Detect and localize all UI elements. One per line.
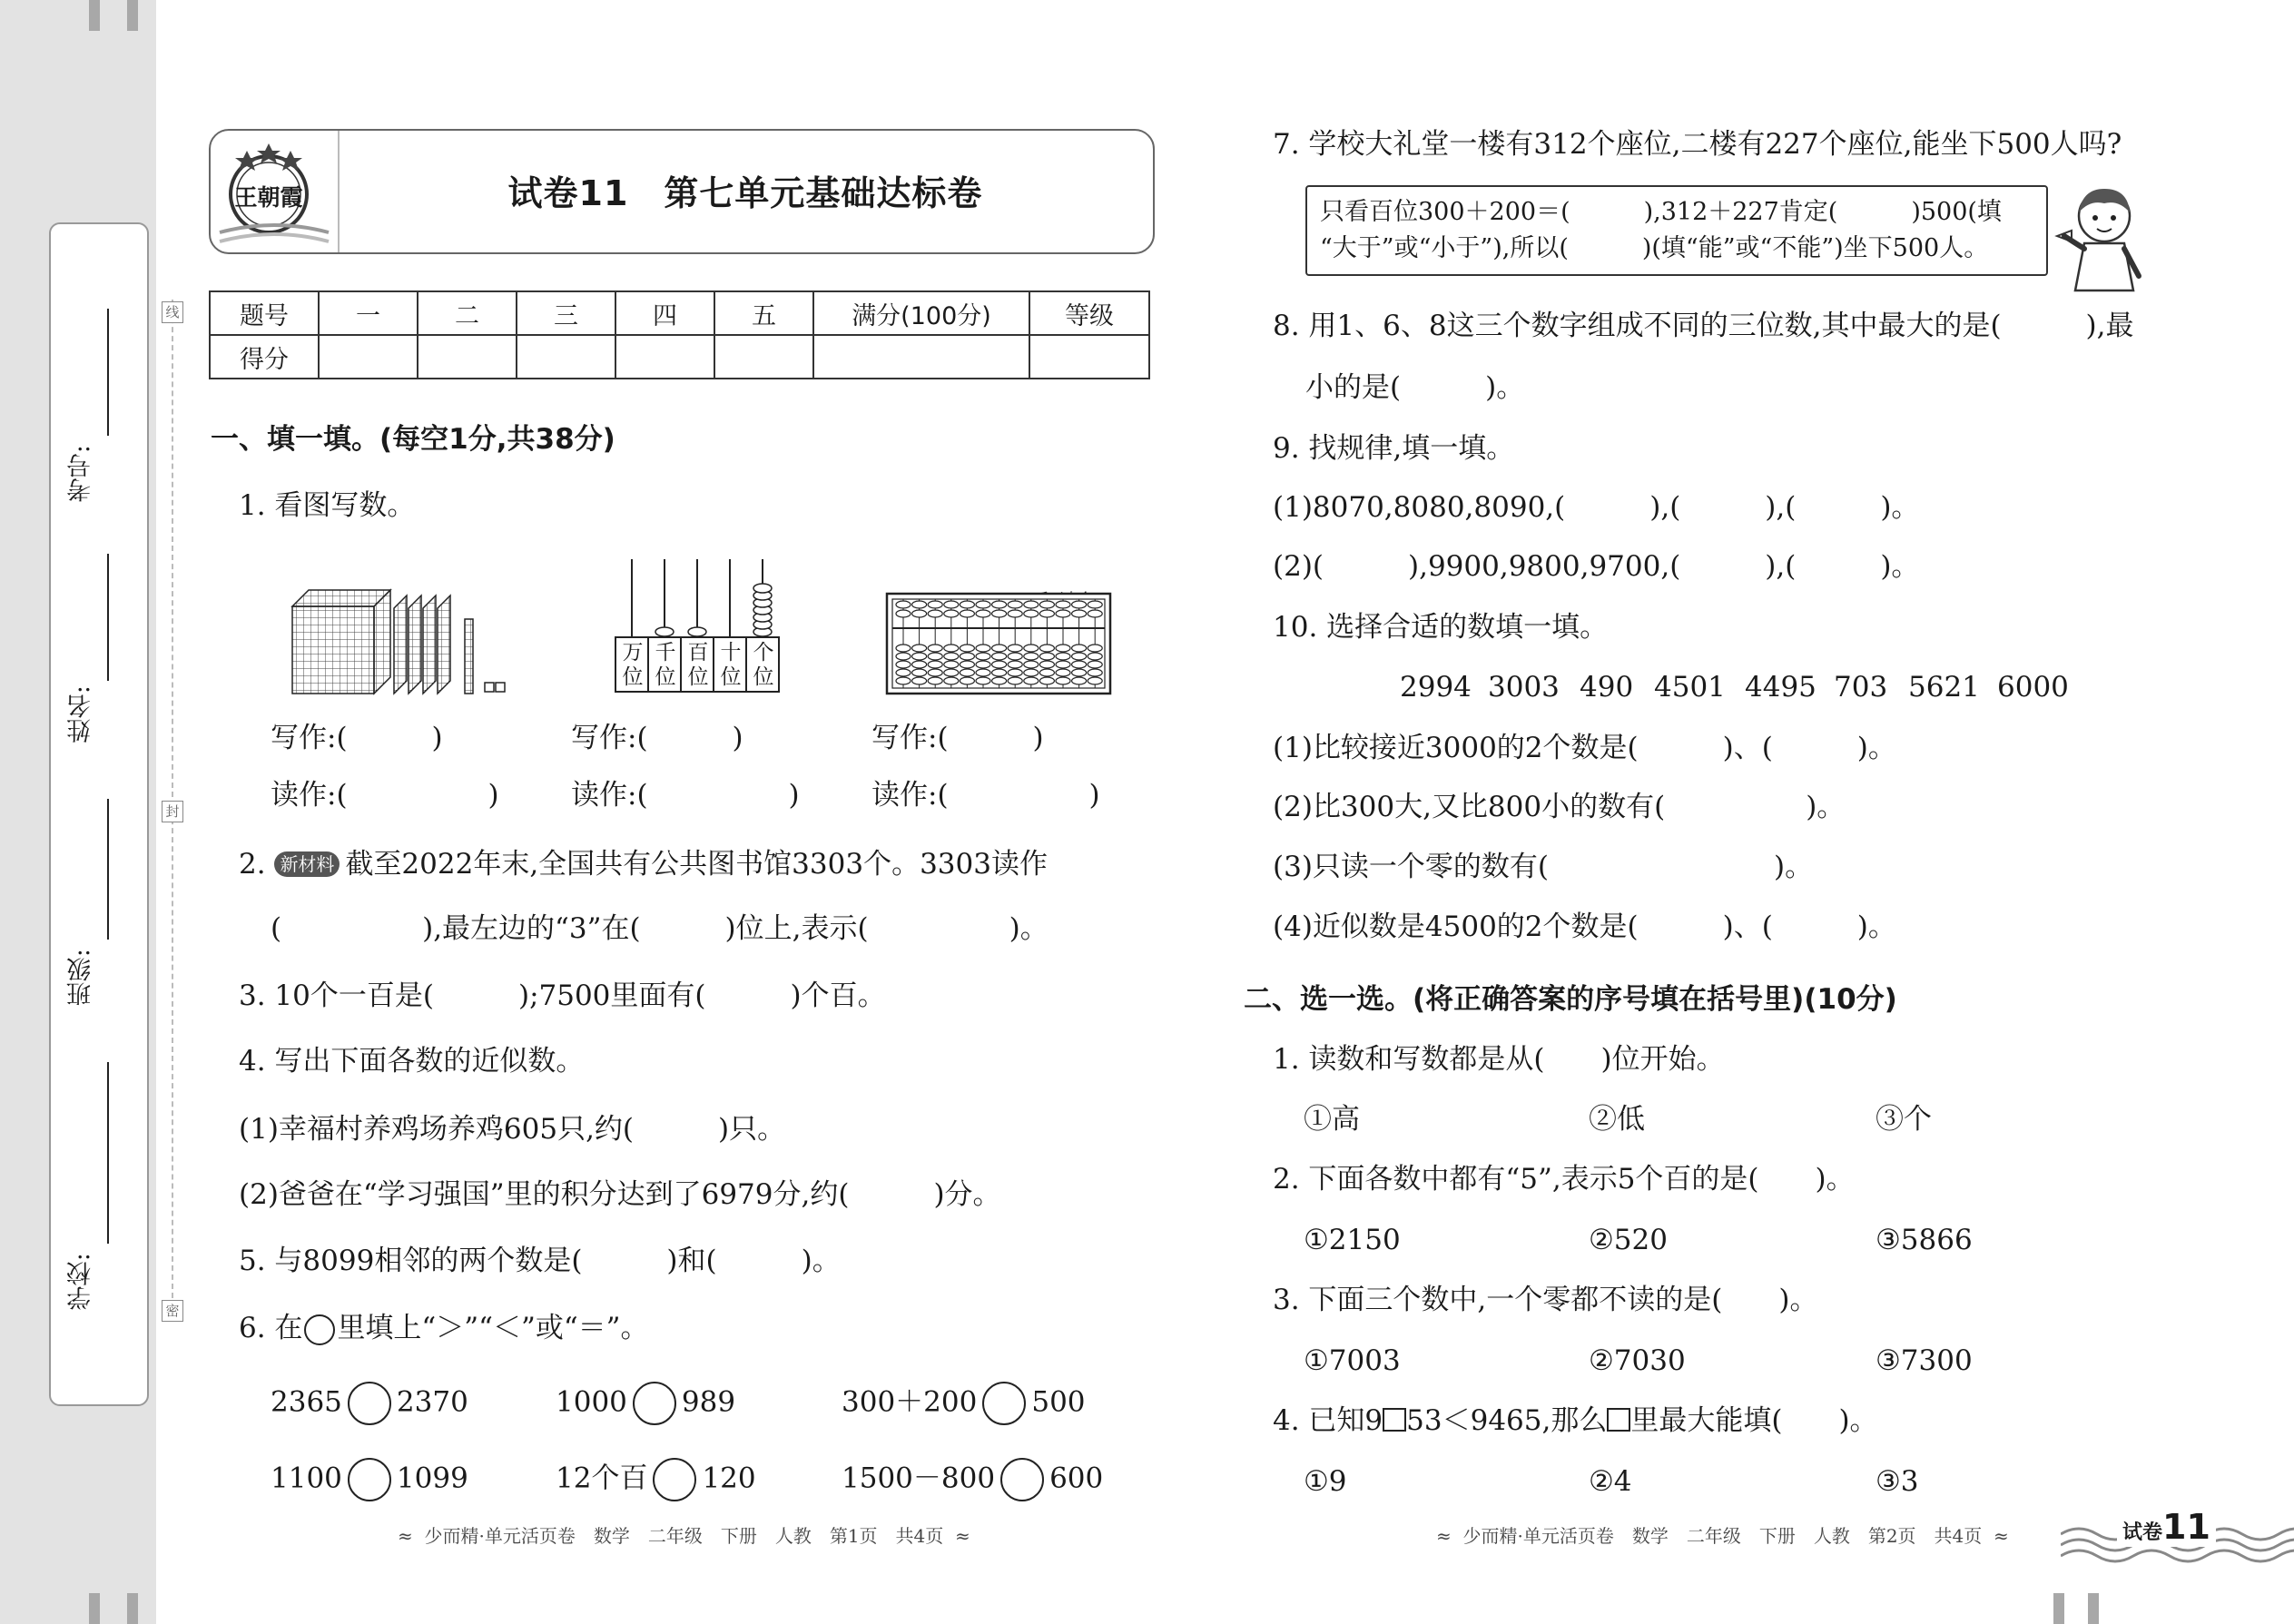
section-heading-choose: 二、选一选。(将正确答案的序号填在括号里)(10分) xyxy=(1244,983,1897,1016)
question-10: 10. 选择合适的数填一填。 xyxy=(1273,611,1609,644)
question-9-1[interactable]: (1)8070,8080,8090,( ),( ),( )。 xyxy=(1273,491,1920,524)
abacus-bead xyxy=(944,610,959,617)
score-table-header-cell: 题号 xyxy=(210,291,319,335)
abacus-bead xyxy=(1008,645,1022,652)
gutter-mark xyxy=(89,1593,100,1624)
question-4-1[interactable]: (1)幸福村养鸡场养鸡605只,约( )只。 xyxy=(239,1113,786,1146)
abacus-bead xyxy=(1056,610,1070,617)
abacus-bead xyxy=(960,645,974,652)
abacus-bead xyxy=(1088,661,1102,668)
abacus-bead xyxy=(992,645,1007,652)
option[interactable]: ②520 xyxy=(1589,1224,1668,1256)
score-table-header-row xyxy=(210,291,1149,335)
option[interactable]: ②低 xyxy=(1589,1103,1645,1136)
gutter-mark xyxy=(89,0,100,31)
abacus-bead xyxy=(1039,653,1054,660)
abacus-bead xyxy=(912,677,927,684)
compare-blank[interactable] xyxy=(348,1382,391,1425)
answer-read-2[interactable]: 读作:( ) xyxy=(571,779,800,812)
abacus-bead xyxy=(1024,677,1039,684)
answer-read-3[interactable]: 读作:( ) xyxy=(871,779,1100,812)
section-heading-fill: 一、填一填。(每空1分,共38分) xyxy=(211,423,615,456)
abacus-bead xyxy=(1072,677,1087,684)
score-cell[interactable] xyxy=(517,335,615,379)
question-2-line1: 截至2022年末,全国共有公共图书馆3303个。3303读作 xyxy=(345,848,1048,881)
question-2 xyxy=(239,847,1048,881)
student-character-illustration xyxy=(2052,176,2151,298)
abacus-bead xyxy=(1024,669,1039,676)
compare-left: 300＋200 xyxy=(842,1385,978,1419)
abacus-bead xyxy=(896,677,911,684)
compare-right: 120 xyxy=(702,1462,756,1495)
question-6-pre: 6. 在 xyxy=(239,1312,303,1344)
abacus-bead xyxy=(976,661,990,668)
score-table-header-cell: 一 xyxy=(319,291,418,335)
option[interactable]: ②4 xyxy=(1589,1465,1632,1498)
compare-item xyxy=(556,1458,756,1501)
label-name: 姓名: xyxy=(67,685,95,743)
abacus-bead xyxy=(1088,645,1102,652)
compare-right: 1099 xyxy=(396,1462,468,1495)
compare-blank[interactable] xyxy=(653,1458,696,1501)
score-cell[interactable] xyxy=(418,335,517,379)
abacus-bead xyxy=(1072,645,1087,652)
question-10-2[interactable]: (2)比300大,又比800小的数有( )。 xyxy=(1273,791,1846,823)
school-field[interactable] xyxy=(107,1062,109,1244)
number-choice: 4495 xyxy=(1745,671,1816,704)
abacus-bead xyxy=(960,677,974,684)
abacus-bead xyxy=(960,661,974,668)
abacus-bead xyxy=(1039,677,1054,684)
class-field[interactable] xyxy=(107,799,109,940)
seal-mark-line: 线 xyxy=(162,301,183,323)
abacus-bead xyxy=(944,601,959,608)
abacus-bead xyxy=(912,661,927,668)
number-choice: 490 xyxy=(1580,671,1634,704)
abacus-bead xyxy=(912,653,927,660)
abacus-bead xyxy=(896,601,911,608)
compare-left: 12个百 xyxy=(556,1462,648,1495)
number-choice: 2994 xyxy=(1400,671,1472,704)
label-class: 班级: xyxy=(67,949,95,1007)
label-school: 学校: xyxy=(67,1253,95,1311)
abacus-bead xyxy=(896,653,911,660)
abacus-bead xyxy=(960,601,974,608)
abacus-bead xyxy=(960,653,974,660)
abacus-bead xyxy=(992,677,1007,684)
option[interactable]: ③个 xyxy=(1876,1103,1932,1136)
score-table-header-cell: 五 xyxy=(714,291,813,335)
score-table-header-cell: 等级 xyxy=(1029,291,1149,335)
option[interactable]: ①7003 xyxy=(1304,1344,1401,1377)
seal-mark-seal: 封 xyxy=(162,801,183,822)
score-row-label: 得分 xyxy=(210,335,319,379)
abacus-bead xyxy=(928,601,942,608)
choice-question-1[interactable]: 1. 读数和写数都是从( )位开始。 xyxy=(1273,1043,1725,1076)
abacus-bead xyxy=(1039,610,1054,617)
abacus-bead xyxy=(1088,669,1102,676)
number-choices xyxy=(1400,670,2081,706)
abacus-bead xyxy=(944,653,959,660)
number-choice: 3003 xyxy=(1488,671,1560,704)
abacus-bead xyxy=(1088,653,1102,660)
hint-box xyxy=(1305,185,2048,276)
compare-item xyxy=(556,1382,735,1425)
choice-question-4[interactable] xyxy=(1273,1403,1878,1438)
abacus-bead xyxy=(1088,601,1102,608)
square-icon xyxy=(1607,1408,1630,1432)
cut-line xyxy=(172,300,173,1298)
abacus-bead xyxy=(1008,677,1022,684)
question-4-2[interactable]: (2)爸爸在“学习强国”里的积分达到了6979分,约( )分。 xyxy=(239,1178,1001,1211)
option[interactable]: ③7300 xyxy=(1876,1344,1973,1377)
abacus-bead xyxy=(928,661,942,668)
score-cell[interactable] xyxy=(319,335,418,379)
question-10-4[interactable]: (4)近似数是4500的2个数是( )、( )。 xyxy=(1273,910,1896,943)
abacus-bead xyxy=(928,610,942,617)
question-10-3[interactable]: (3)只读一个零的数有( )。 xyxy=(1273,851,1814,883)
answer-write-2[interactable]: 写作:( ) xyxy=(571,722,743,754)
abacus-bead xyxy=(944,677,959,684)
abacus-bead xyxy=(912,645,927,652)
abacus-bead xyxy=(1056,645,1070,652)
abacus-bead xyxy=(992,653,1007,660)
abacus-bead xyxy=(1072,653,1087,660)
abacus-label-ten-thousands: 万位 xyxy=(622,641,644,689)
abacus-bead xyxy=(1056,601,1070,608)
score-cell[interactable] xyxy=(615,335,714,379)
compare-left: 2365 xyxy=(271,1385,342,1419)
compare-item xyxy=(842,1458,1103,1501)
abacus-bead xyxy=(944,661,959,668)
place-value-abacus-figure xyxy=(614,556,786,697)
compare-blank[interactable] xyxy=(1000,1458,1044,1501)
abacus-bead xyxy=(1024,601,1039,608)
abacus-bead xyxy=(928,677,942,684)
question-8-line2[interactable]: 小的是( )。 xyxy=(1305,371,1525,404)
abacus-bead xyxy=(928,669,942,676)
abacus-bead xyxy=(1008,661,1022,668)
abacus-bead xyxy=(992,669,1007,676)
abacus-bead xyxy=(896,610,911,617)
compare-left: 1500－800 xyxy=(842,1462,996,1495)
abacus-bead xyxy=(1088,677,1102,684)
abacus-bead xyxy=(1056,661,1070,668)
abacus-bead xyxy=(1024,661,1039,668)
abacus-bead xyxy=(1008,669,1022,676)
compare-item xyxy=(271,1458,468,1501)
question-6 xyxy=(239,1311,649,1345)
square-icon xyxy=(1383,1408,1406,1432)
option[interactable]: ③3 xyxy=(1876,1465,1919,1498)
choice-question-4-b: 53＜9465,那么 xyxy=(1406,1404,1608,1437)
gutter-mark xyxy=(2053,1593,2064,1624)
score-cell[interactable] xyxy=(813,335,1029,379)
abacus-bead xyxy=(976,653,990,660)
circle-icon xyxy=(304,1314,335,1345)
paper-tag xyxy=(2117,1507,2216,1547)
question-9-2[interactable]: (2)( ),9900,9800,9700,( ),( )。 xyxy=(1273,550,1920,583)
paper-tag-label: 试卷 xyxy=(2122,1521,2163,1544)
abacus-bead xyxy=(1039,601,1054,608)
abacus-bead xyxy=(1072,610,1087,617)
abacus-bead xyxy=(1056,669,1070,676)
answer-read-1[interactable]: 读作:( ) xyxy=(271,779,499,812)
gutter-mark xyxy=(127,1593,138,1624)
compare-blank[interactable] xyxy=(348,1458,391,1501)
abacus-bead xyxy=(944,669,959,676)
question-2-number: 2. xyxy=(239,848,266,881)
question-10-1[interactable]: (1)比较接近3000的2个数是( )、( )。 xyxy=(1273,732,1896,764)
abacus-bead xyxy=(1056,677,1070,684)
number-choice: 6000 xyxy=(1997,671,2069,704)
question-2-line2[interactable]: ( ),最左边的“3”在( )位上,表示( )。 xyxy=(271,912,1049,945)
logo xyxy=(211,131,340,252)
option[interactable]: ①高 xyxy=(1304,1103,1360,1136)
bead-abacus-figure xyxy=(885,592,1112,699)
abacus-bead xyxy=(960,610,974,617)
question-1: 1. 看图写数。 xyxy=(239,489,416,522)
abacus-bead xyxy=(1039,661,1054,668)
score-cell[interactable] xyxy=(1029,335,1149,379)
abacus-label-hundreds: 百位 xyxy=(687,641,709,689)
abacus-bead xyxy=(976,610,990,617)
compare-right: 500 xyxy=(1031,1385,1086,1419)
compare-blank[interactable] xyxy=(982,1382,1026,1425)
number-choice: 4501 xyxy=(1654,671,1726,704)
number-choice: 703 xyxy=(1834,671,1888,704)
abacus-bead xyxy=(992,601,1007,608)
abacus-bead xyxy=(1008,601,1022,608)
abacus-bead xyxy=(896,669,911,676)
abacus-bead xyxy=(1088,610,1102,617)
answer-write-3[interactable]: 写作:( ) xyxy=(871,722,1044,754)
name-field[interactable] xyxy=(107,554,109,681)
choice-question-4-a: 4. 已知9 xyxy=(1273,1404,1383,1437)
number-choice: 5621 xyxy=(1908,671,1980,704)
abacus-label-ones: 个位 xyxy=(753,641,774,689)
abacus-bead xyxy=(1072,669,1087,676)
abacus-label-thousands: 千位 xyxy=(655,641,676,689)
question-7: 7. 学校大礼堂一楼有312个座位,二楼有227个座位,能坐下500人吗? xyxy=(1273,128,2122,161)
abacus-bead xyxy=(1072,661,1087,668)
compare-item xyxy=(271,1382,468,1425)
hint-line-1[interactable]: 只看百位300＋200＝( ),312＋227肯定( )500(填 xyxy=(1320,198,2002,226)
score-table-header-cell: 四 xyxy=(615,291,714,335)
abacus-bead xyxy=(912,610,927,617)
base-ten-blocks-figure xyxy=(289,581,525,703)
choice-question-2[interactable]: 2. 下面各数中都有“5”,表示5个百的是( )。 xyxy=(1273,1163,1855,1196)
compare-blank[interactable] xyxy=(633,1382,676,1425)
choice-question-3[interactable]: 3. 下面三个数中,一个零都不读的是( )。 xyxy=(1273,1284,1818,1316)
compare-right: 600 xyxy=(1049,1462,1104,1495)
abacus-bead xyxy=(992,661,1007,668)
abacus-bead xyxy=(896,661,911,668)
abacus-bead xyxy=(1024,610,1039,617)
abacus-bead xyxy=(912,601,927,608)
score-cell[interactable] xyxy=(714,335,813,379)
exam-number-field[interactable] xyxy=(107,309,109,436)
abacus-bead xyxy=(1039,645,1054,652)
question-4: 4. 写出下面各数的近似数。 xyxy=(239,1045,585,1078)
compare-left: 1100 xyxy=(271,1462,342,1495)
new-material-badge: 新材料 xyxy=(274,851,340,877)
abacus-bead xyxy=(976,677,990,684)
abacus-bead xyxy=(944,645,959,652)
compare-right: 2370 xyxy=(396,1385,468,1419)
page-title: 试卷11 第七单元基础达标卷 xyxy=(507,173,983,213)
abacus-bead xyxy=(1024,645,1039,652)
abacus-bead xyxy=(1039,669,1054,676)
question-8-line1[interactable]: 8. 用1、6、8这三个数字组成不同的三位数,其中最大的是( ),最 xyxy=(1273,310,2134,342)
abacus-bead xyxy=(896,645,911,652)
score-table xyxy=(209,290,1150,379)
student-info-box xyxy=(49,222,149,1406)
abacus-bead xyxy=(928,653,942,660)
question-9: 9. 找规律,填一填。 xyxy=(1273,432,1515,465)
option[interactable]: ①2150 xyxy=(1304,1224,1401,1256)
score-table-header-cell: 满分(100分) xyxy=(813,291,1029,335)
compare-item xyxy=(842,1382,1086,1425)
abacus-bead xyxy=(992,610,1007,617)
option[interactable]: ③5866 xyxy=(1876,1224,1973,1256)
seal-mark-secret: 密 xyxy=(162,1300,183,1322)
compare-left: 1000 xyxy=(556,1385,627,1419)
answer-write-1[interactable]: 写作:( ) xyxy=(271,722,443,754)
abacus-bead xyxy=(1024,653,1039,660)
page-footer-left: ≈ 少而精·单元活页卷 数学 二年级 下册 人教 第1页 共4页 ≈ xyxy=(398,1525,970,1547)
abacus-label-tens: 十位 xyxy=(720,641,742,689)
gutter-mark xyxy=(2088,1593,2099,1624)
abacus-bead xyxy=(976,601,990,608)
abacus-bead xyxy=(1008,653,1022,660)
gutter-mark xyxy=(127,0,138,31)
abacus-bead xyxy=(976,645,990,652)
question-5[interactable]: 5. 与8099相邻的两个数是( )和( )。 xyxy=(239,1245,841,1277)
compare-right: 989 xyxy=(681,1385,736,1419)
logo-text: 王朝霞 xyxy=(234,184,303,211)
abacus-bead xyxy=(960,669,974,676)
abacus-bead xyxy=(976,669,990,676)
question-3[interactable]: 3. 10个一百是( );7500里面有( )个百。 xyxy=(239,979,886,1012)
abacus-bead xyxy=(1072,601,1087,608)
score-table-score-row xyxy=(210,335,1149,379)
abacus-bead xyxy=(1008,610,1022,617)
label-exam-number: 考号: xyxy=(67,445,95,503)
choice-question-4-c: 里最大能填( )。 xyxy=(1630,1404,1878,1437)
question-6-post: 里填上“＞”“＜”或“＝”。 xyxy=(337,1312,649,1344)
score-table-header-cell: 二 xyxy=(418,291,517,335)
option[interactable]: ①9 xyxy=(1304,1465,1347,1498)
option[interactable]: ②7030 xyxy=(1589,1344,1686,1377)
abacus-bead xyxy=(928,645,942,652)
abacus-bead xyxy=(912,669,927,676)
page-footer-right: ≈ 少而精·单元活页卷 数学 二年级 下册 人教 第2页 共4页 ≈ xyxy=(1436,1525,2009,1547)
score-table-header-cell: 三 xyxy=(517,291,615,335)
paper-tag-number: 11 xyxy=(2162,1507,2210,1547)
abacus-bead xyxy=(1056,653,1070,660)
title-banner xyxy=(209,129,1155,254)
hint-line-2[interactable]: “大于”或“小于”),所以( )(填“能”或“不能”)坐下500人。 xyxy=(1320,234,1989,262)
